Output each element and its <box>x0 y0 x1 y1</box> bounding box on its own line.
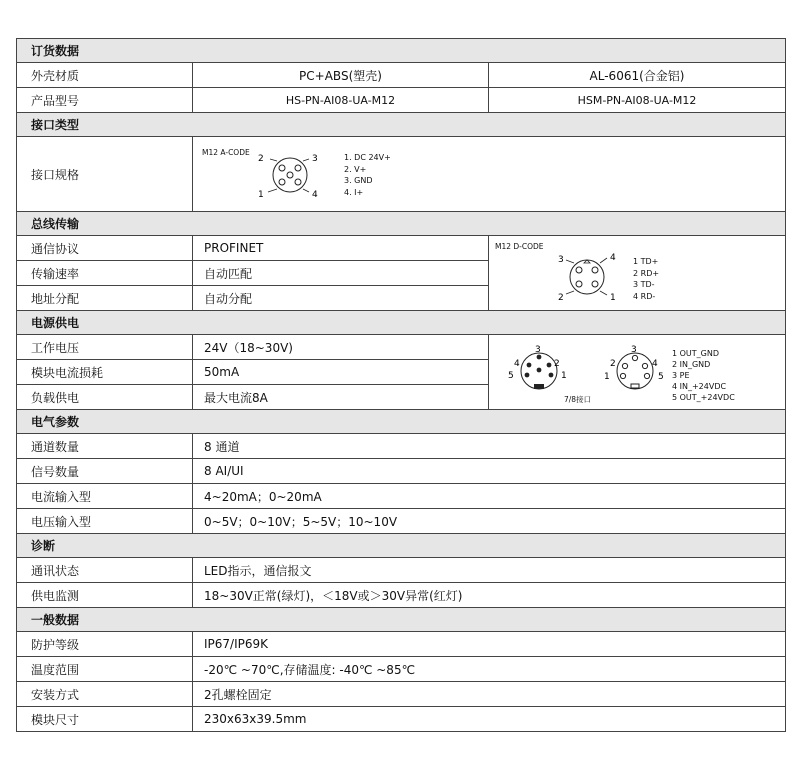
row-label: 外壳材质 <box>17 63 193 88</box>
row-value: 自动分配 <box>193 286 489 311</box>
pin-label: 3 PE <box>672 371 690 380</box>
row-value: HS-PN-AI08-UA-M12 <box>193 88 489 113</box>
section-header <box>17 608 786 632</box>
row-value: 最大电流8A <box>193 385 489 410</box>
table-row <box>17 484 786 509</box>
table-row <box>17 88 786 113</box>
row-value: 自动匹配 <box>193 261 489 286</box>
row-value: IP67/IP69K <box>193 632 786 657</box>
7-8-female-connector-icon <box>602 343 672 399</box>
table-row <box>17 558 786 583</box>
row-label: 信号数量 <box>17 459 193 484</box>
pin-label: 5 OUT_+24VDC <box>672 393 735 402</box>
table-row <box>17 434 786 459</box>
pin-number: 5 <box>658 372 664 382</box>
row-value: 230x63x39.5mm <box>193 707 786 732</box>
row-value: 50mA <box>193 360 489 385</box>
table-row <box>17 583 786 608</box>
row-label: 产品型号 <box>17 88 193 113</box>
row-value: 2孔螺栓固定 <box>193 682 786 707</box>
section-title: 一般数据 <box>17 608 786 632</box>
row-label: 传输速率 <box>17 261 193 286</box>
row-label: 电流输入型 <box>17 484 193 509</box>
pin-number: 4 <box>514 359 520 369</box>
pin-label: 2 IN_GND <box>672 360 711 369</box>
connector-diagram-cell <box>489 236 786 311</box>
row-label: 防护等级 <box>17 632 193 657</box>
m12-d-code-connector-icon <box>557 250 621 306</box>
pin-label: 1. DC 24V+ <box>344 153 391 162</box>
section-header <box>17 212 786 236</box>
pin-number: 4 <box>652 359 658 369</box>
section-header <box>17 534 786 558</box>
row-label: 接口规格 <box>17 137 193 212</box>
row-value: HSM-PN-AI08-UA-M12 <box>489 88 786 113</box>
pin-number: 1 <box>610 293 616 303</box>
m12-a-code-connector-icon <box>256 151 326 203</box>
pin-list <box>633 256 659 302</box>
table-row <box>17 509 786 534</box>
row-label: 通道数量 <box>17 434 193 459</box>
section-header <box>17 311 786 335</box>
row-value: 24V（18~30V) <box>193 335 489 360</box>
section-header <box>17 113 786 137</box>
section-title: 电气参数 <box>17 410 786 434</box>
pin-number: 4 <box>312 190 318 200</box>
section-title: 诊断 <box>17 534 786 558</box>
pin-label: 2 RD+ <box>633 268 660 278</box>
pin-number: 2 <box>610 359 616 369</box>
pin-number: 1 <box>561 371 567 381</box>
table-row <box>17 63 786 88</box>
pin-number: 2 <box>554 359 560 369</box>
pin-label: 1 TD+ <box>633 257 659 266</box>
pin-number: 4 <box>610 253 616 263</box>
connector-diagram-cell <box>489 335 786 410</box>
section-header <box>17 39 786 63</box>
pin-number: 3 <box>631 345 637 355</box>
row-label: 工作电压 <box>17 335 193 360</box>
row-value: PC+ABS(塑壳) <box>193 63 489 88</box>
pin-number: 3 <box>558 255 564 265</box>
section-title: 接口类型 <box>17 113 786 137</box>
row-value: 8 AI/UI <box>193 459 786 484</box>
pin-number: 2 <box>258 154 264 164</box>
table-row <box>17 236 786 261</box>
pin-number: 1 <box>258 190 264 200</box>
section-title: 总线传输 <box>17 212 786 236</box>
row-label: 电压输入型 <box>17 509 193 534</box>
connector-diagram-cell <box>193 137 786 212</box>
table-row <box>17 682 786 707</box>
row-value: 0~5V；0~10V；5~5V；10~10V <box>193 509 786 534</box>
row-label: 供电监测 <box>17 583 193 608</box>
connector-title: M12 A-CODE <box>202 148 250 157</box>
table-row <box>17 632 786 657</box>
pin-list <box>672 348 735 403</box>
pin-number: 5 <box>508 371 514 381</box>
connector-caption: 7/8接口 <box>564 395 592 404</box>
pin-number: 1 <box>604 372 610 382</box>
section-title: 电源供电 <box>17 311 786 335</box>
section-title: 订货数据 <box>17 39 786 63</box>
pin-label: 3. GND <box>344 176 373 185</box>
row-value: -20℃ ~70℃,存储温度: -40℃ ~85℃ <box>193 657 786 682</box>
row-label: 模块电流损耗 <box>17 360 193 385</box>
pin-label: 4 IN_+24VDC <box>672 382 727 391</box>
row-label: 安装方式 <box>17 682 193 707</box>
row-label: 通讯状态 <box>17 558 193 583</box>
pin-label: 4. I+ <box>344 187 364 197</box>
row-label: 负载供电 <box>17 385 193 410</box>
pin-number: 3 <box>535 345 541 355</box>
table-row <box>17 459 786 484</box>
pin-label: 1 OUT_GND <box>672 349 720 358</box>
table-row <box>17 335 786 360</box>
table-row <box>17 657 786 682</box>
pin-number: 3 <box>312 154 318 164</box>
row-value: 4~20mA；0~20mA <box>193 484 786 509</box>
row-value: 18~30V正常(绿灯)，＜18V或＞30V异常(红灯) <box>193 583 786 608</box>
row-label: 地址分配 <box>17 286 193 311</box>
row-label: 模块尺寸 <box>17 707 193 732</box>
table-row <box>17 707 786 732</box>
row-value: AL-6061(合金铝) <box>489 63 786 88</box>
row-value: LED指示，通信报文 <box>193 558 786 583</box>
pin-label: 4 RD- <box>633 291 656 301</box>
pin-number: 2 <box>558 293 564 303</box>
row-label: 温度范围 <box>17 657 193 682</box>
table-row <box>17 137 786 212</box>
pin-label: 3 TD- <box>633 280 655 289</box>
row-value: PROFINET <box>193 236 489 261</box>
row-label: 通信协议 <box>17 236 193 261</box>
connector-title: M12 D-CODE <box>495 242 544 251</box>
pin-label: 2. V+ <box>344 164 367 174</box>
7-8-male-connector-icon <box>503 343 579 399</box>
pin-list <box>344 152 391 198</box>
spec-table <box>16 38 786 732</box>
row-value: 8 通道 <box>193 434 786 459</box>
section-header <box>17 410 786 434</box>
